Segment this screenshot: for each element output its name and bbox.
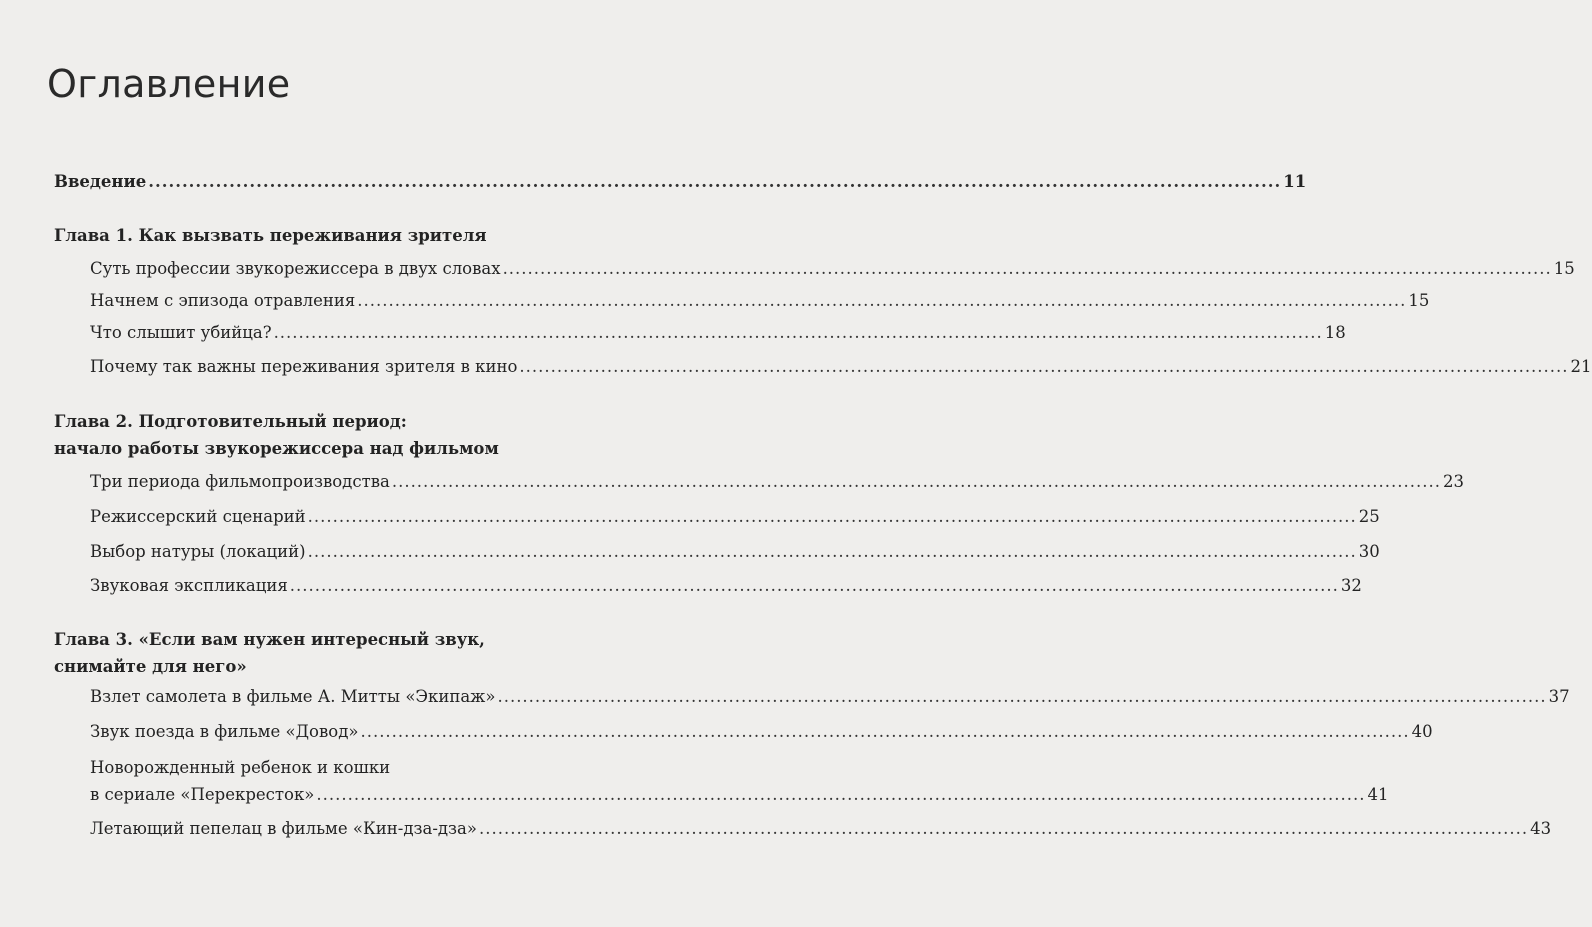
toc-entry-title: Звук поезда в фильме «Довод» <box>90 722 359 741</box>
dot-leader: ........................................................................................................................................................................ <box>502 259 1552 278</box>
toc-page-number: 15 <box>1408 291 1430 310</box>
chapter-heading-1[interactable] <box>54 222 654 249</box>
toc-page-number: 43 <box>1530 819 1552 838</box>
toc-page-number: 18 <box>1324 323 1346 342</box>
dot-leader: ........................................................................................................................................................................ <box>307 507 1357 526</box>
dot-leader: ........................................................................................................................................................................ <box>479 819 1529 838</box>
dot-leader: ........................................................................................................................................................................ <box>316 785 1366 804</box>
toc-page-number: 21 <box>1570 357 1592 376</box>
toc-page-number: 32 <box>1340 576 1362 595</box>
toc-entry-title: в сериале «Перекресток» <box>90 785 315 804</box>
toc-entry[interactable] <box>90 575 1362 597</box>
toc-page-number: 40 <box>1411 722 1433 741</box>
toc-entry-title: Выбор натуры (локаций) <box>90 542 306 561</box>
dot-leader: ........................................................................................................................................................................ <box>148 172 1282 191</box>
toc-entry[interactable] <box>90 686 1570 708</box>
toc-entry[interactable] <box>90 541 1380 563</box>
toc-entry-title: Звуковая экспликация <box>90 576 288 595</box>
toc-entry[interactable] <box>90 818 1552 840</box>
dot-leader: ........................................................................................................................................................................ <box>519 357 1569 376</box>
toc-page-number: 25 <box>1358 507 1380 526</box>
dot-leader: ........................................................................................................................................................................ <box>289 576 1339 595</box>
toc-page-number: 11 <box>1283 172 1307 191</box>
dot-leader: ........................................................................................................................................................................ <box>391 472 1441 491</box>
toc-entry[interactable] <box>90 721 1433 743</box>
toc-entry[interactable] <box>90 258 1575 280</box>
toc-page-number: 15 <box>1553 259 1575 278</box>
toc-entry[interactable] <box>90 290 1430 312</box>
toc-entry-title: Взлет самолета в фильме А. Митты «Экипаж» <box>90 687 496 706</box>
toc-entry-title: Режиссерский сценарий <box>90 507 306 526</box>
toc-page-number: 23 <box>1442 472 1464 491</box>
toc-entry[interactable] <box>90 506 1380 528</box>
toc-entry[interactable] <box>90 356 1592 378</box>
chapter-title: Глава 2. Подготовительный период: <box>54 412 407 431</box>
toc-entry[interactable] <box>90 784 1389 806</box>
chapter-heading-3[interactable] <box>54 626 654 680</box>
toc-entry[interactable] <box>90 322 1346 344</box>
dot-leader: ........................................................................................................................................................................ <box>357 291 1407 310</box>
toc-entry-title: Суть профессии звукорежиссера в двух словах <box>90 259 501 278</box>
chapter-title-continued: начало работы звукорежиссера над фильмом <box>54 439 499 458</box>
toc-entry-title: Летающий пепелац в фильме «Кин-дза-дза» <box>90 819 477 838</box>
toc-entry-title: Три периода фильмопроизводства <box>90 472 390 491</box>
chapter-title: Глава 1. Как вызвать переживания зрителя <box>54 226 487 245</box>
toc-entry-title-first-line: Новорожденный ребенок и кошки <box>90 758 391 777</box>
toc-page-number: 41 <box>1367 785 1389 804</box>
toc-page-number: 37 <box>1548 687 1570 706</box>
dot-leader: ........................................................................................................................................................................ <box>360 722 1410 741</box>
toc-entry-intro[interactable] <box>54 171 1307 193</box>
chapter-title: Глава 3. «Если вам нужен интересный звук, <box>54 630 485 649</box>
toc-entry-title: Почему так важны переживания зрителя в кино <box>90 357 518 376</box>
toc-entry-title: Введение <box>54 172 147 191</box>
chapter-heading-2[interactable] <box>54 408 654 462</box>
toc-entry-title: Что слышит убийца? <box>90 323 272 342</box>
chapter-title-continued: снимайте для него» <box>54 657 247 676</box>
toc-page-number: 30 <box>1358 542 1380 561</box>
dot-leader: ........................................................................................................................................................................ <box>273 323 1323 342</box>
toc-entry[interactable] <box>90 471 1464 493</box>
toc-entry-title: Начнем с эпизода отравления <box>90 291 356 310</box>
page-title: Оглавление <box>47 62 291 106</box>
dot-leader: ........................................................................................................................................................................ <box>497 687 1547 706</box>
dot-leader: ........................................................................................................................................................................ <box>307 542 1357 561</box>
